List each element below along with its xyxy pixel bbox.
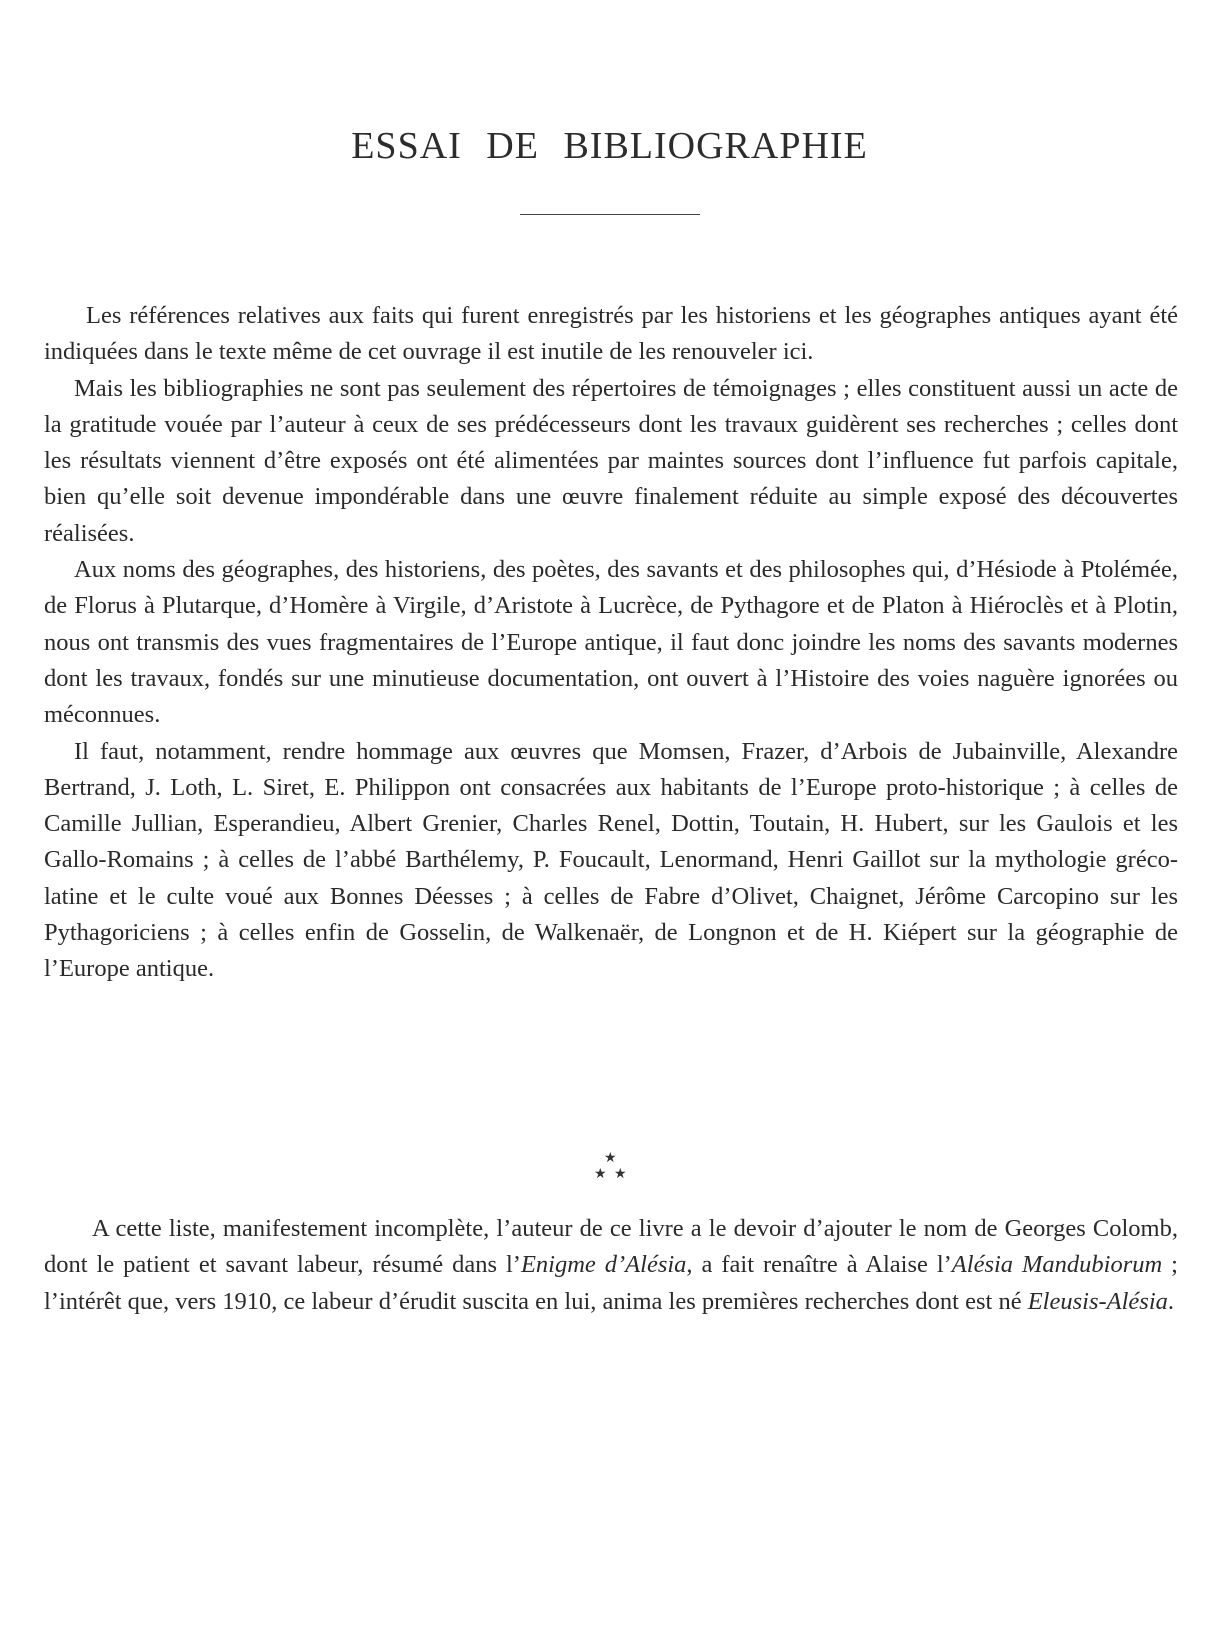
paragraph-ancient-authors: Aux noms des géographes, des historiens, des poètes, des savants et des philosophes qui, d’Hésiode à Ptolémée, de Florus à Plutarque, d’Homère à Virgile, d’Aristote à Lucrèce, de Pythagore et de Platon à Hiéroclès et à Plotin, nous ont transmis des vues fragmentaires de l’Europe antique, il faut donc joindre les noms des savants modernes dont les travaux, fondés sur une minutieuse documentation, ont ouvert à l’Histoire des voies naguère ignorées ou méconnues. — [44, 556, 1178, 729]
asterism-star: ★ — [594, 1167, 607, 1182]
book-title-enigme: Enigme d’Alésia — [520, 1251, 687, 1279]
book-title-alesia-mandubiorum: Alésia Mandubiorum — [951, 1251, 1163, 1279]
paragraph-modern-scholars: Il faut, notamment, rendre hommage aux œuvres que Momsen, Frazer, d’Arbois de Jubainville, Alexandre Bertrand, J. Loth, L. Siret, E. Philippon ont consacrées aux habitants de l’Europe proto-historique ; à celles de Camille Jullian, Esperandieu, Albert Grenier, Charles Renel, Dottin, Toutain, H. Hubert, sur les Gaulois et les Gallo-Romains ; à celles de l’abbé Barthélemy, P. Foucault, Lenormand, Henri Gaillot sur la mythologie gréco-latine et le culte voué aux Bonnes Déesses ; à celles de Fabre d’Olivet, Chaignet, Jérôme Carcopino sur les Pythagoriciens ; à celles enfin de Gosselin, de Walkenaër, de Longnon et de H. Kiépert sur la géographie de l’Europe antique. — [44, 737, 1178, 983]
paragraph-colomb — [44, 1211, 1178, 1320]
asterism — [590, 1152, 630, 1188]
book-title-eleusis-alesia: Eleusis-Alésia — [1027, 1287, 1168, 1315]
asterism-star: ★ — [614, 1167, 627, 1182]
closing-text-part: ; l’intérêt que, vers 1910, ce labeur d’érudit suscita en lui, anima les premières recherches dont est né — [44, 1251, 1178, 1315]
paragraph-intro: Les références relatives aux faits qui furent enregistrés par les historiens et les géographes antiques ayant été indiquées dans le texte même de cet ouvrage il est inutile de les renouveler ici. — [44, 302, 1178, 366]
closing-text-part: , a fait renaître à Alaise l’ — [686, 1251, 952, 1279]
asterism-star: ★ — [604, 1151, 617, 1166]
page-title: ESSAI DE BIBLIOGRAPHIE — [351, 125, 868, 167]
closing-text — [44, 1211, 1178, 1320]
main-text — [44, 298, 1178, 988]
title-divider — [520, 214, 700, 215]
closing-text-part: A cette liste, manifestement incomplète, l’auteur de ce livre a le devoir d’ajouter le nom de Georges Colomb, dont le patient et savant labeur, résumé dans l’ — [44, 1215, 1178, 1279]
paragraph-bibliographies: Mais les bibliographies ne sont pas seulement des répertoires de témoignages ; elles constituent aussi un acte de la gratitude vouée par l’auteur à ceux de ses prédécesseurs dont les travaux guidèrent ses recherches ; celles dont les résultats viennent d’être exposés ont été alimentées par maintes sources dont l’influence fut parfois capitale, bien qu’elle soit devenue impondérable dans une œuvre finalement réduite au simple exposé des découvertes réalisées. — [44, 374, 1178, 547]
closing-text-part: . — [1167, 1287, 1175, 1315]
